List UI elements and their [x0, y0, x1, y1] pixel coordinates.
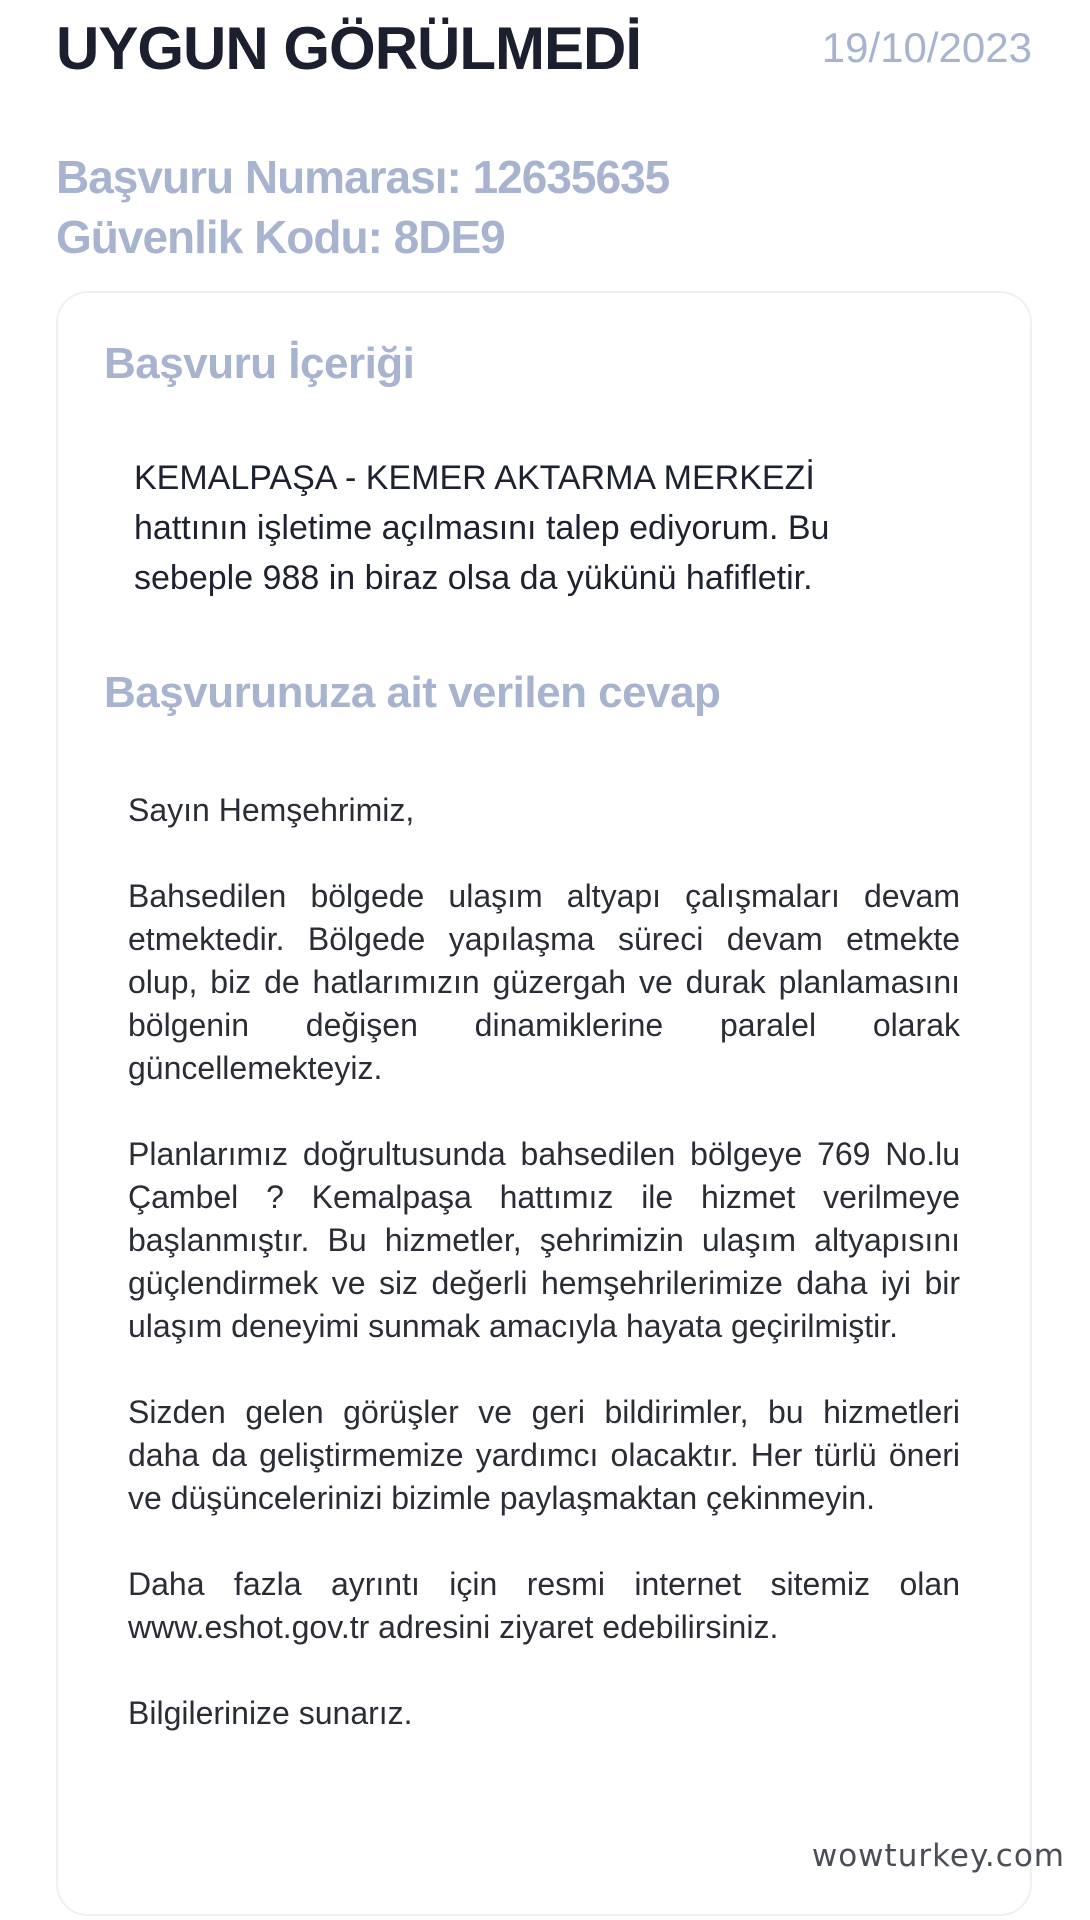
watermark: wowturkey.com [811, 1838, 1065, 1874]
request-line: hattının işletime açılmasını talep ediyorum. Bu [134, 509, 830, 547]
answer-content [128, 789, 960, 1778]
request-section-title: Başvuru İçeriği [104, 339, 415, 388]
answer-paragraph: Planlarımız doğrultusunda bahsedilen bölgeye 769 No.lu Çambel ? Kemalpaşa hattımız ile hizmet verilmeye başlanmıştır. Bu hizmetler, şehrimizin ulaşım altyapısını güçlendirmek ve siz değerli hemşehrilerimize daha iyi bir ulaşım deneyimi sunmak amacıyla hayata geçirilmiştir. [128, 1136, 960, 1344]
answer-section-title: Başvurunuza ait verilen cevap [104, 668, 721, 717]
decision-date: 19/10/2023 [821, 24, 1032, 71]
answer-paragraph: Sizden gelen görüşler ve geri bildirimler, bu hizmetleri daha da geliştirmemize yardımcı olacaktır. Her türlü öneri ve düşüncelerinizi bizimle paylaşmaktan çekinmeyin. [128, 1394, 960, 1516]
status-title: UYGUN GÖRÜLMEDİ [56, 15, 641, 82]
answer-closing: Bilgilerinize sunarız. [128, 1695, 413, 1731]
request-line: sebeple 988 in biraz olsa da yükünü hafifletir. [134, 559, 813, 597]
answer-paragraph: Daha fazla ayrıntı için resmi internet sitemiz olan www.eshot.gov.tr adresini ziyaret edebilirsiniz. [128, 1566, 960, 1645]
security-code: Güvenlik Kodu: 8DE9 [56, 211, 505, 263]
answer-greeting: Sayın Hemşehrimiz, [128, 792, 415, 828]
request-line: KEMALPAŞA - KEMER AKTARMA MERKEZİ [134, 459, 815, 497]
application-card [56, 291, 1032, 1916]
answer-paragraph: Bahsedilen bölgede ulaşım altyapı çalışmaları devam etmektedir. Bölgede yapılaşma süreci devam etmekte olup, biz de hatlarımızın güzergah ve durak planlamasını bölgenin değişen dinamiklerine paralel olarak güncellemekteyiz. [128, 878, 960, 1086]
request-content [134, 453, 954, 603]
application-number: Başvuru Numarası: 12635635 [56, 151, 670, 203]
